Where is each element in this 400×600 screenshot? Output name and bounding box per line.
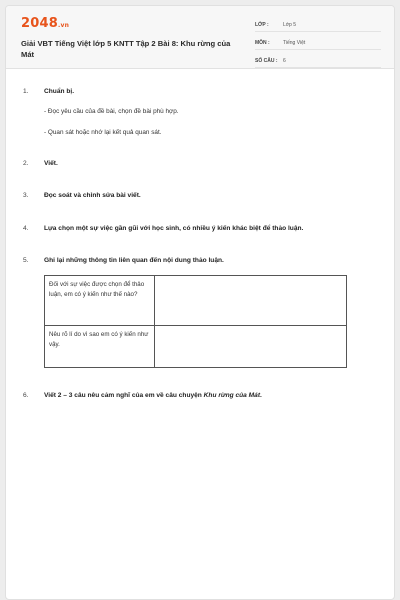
document-title: Giải VBT Tiếng Việt lớp 5 KNTT Tập 2 Bài 8: Khu rừng của Mát (21, 39, 231, 59)
question-text: Chuẩn bị. (44, 88, 75, 95)
meta-label: SỐ CÂU : (255, 57, 278, 64)
table-answer-cell[interactable] (155, 276, 347, 326)
table-answer-cell[interactable] (155, 326, 347, 368)
meta-panel (255, 18, 381, 72)
question-number: 6. (23, 392, 29, 399)
question-text: Viết. (44, 160, 58, 167)
site-logo[interactable] (21, 16, 69, 31)
question-number: 4. (23, 225, 29, 232)
prep-item: - Đọc yêu cầu của đề bài, chọn đề bài phù hợp. (44, 108, 179, 115)
prep-item: - Quan sát hoặc nhớ lại kết quả quan sát. (44, 129, 162, 136)
question-text: Lựa chọn một sự việc gần gũi với học sinh, có nhiều ý kiến khác biệt để thảo luận. (44, 225, 304, 232)
document-page (5, 5, 395, 600)
discussion-table (44, 275, 347, 368)
meta-row-subject (255, 36, 381, 50)
logo-tld: .vn (57, 22, 70, 29)
meta-label: MÔN : (255, 39, 270, 46)
table-prompt-cell: Đối với sự việc được chọn để thảo luận, em có ý kiến như thế nào? (45, 276, 155, 326)
question-text-end: . (260, 392, 262, 399)
meta-value: Tiếng Việt (283, 39, 306, 46)
table-row (45, 326, 347, 368)
question-text-part: Viết 2 – 3 câu nêu cảm nghĩ của em về câu chuyện (44, 392, 204, 399)
meta-value: Lớp 5 (283, 21, 297, 28)
question-number: 5. (23, 257, 29, 264)
question-number: 3. (23, 192, 29, 199)
question-text: Ghi lại những thông tin liên quan đến nội dung thảo luận. (44, 257, 224, 264)
question-text (44, 391, 374, 400)
story-title: Khu rừng của Mát (203, 392, 261, 399)
logo-text: 2048 (21, 16, 58, 31)
meta-row-question-count (255, 54, 381, 68)
question-number: 2. (23, 160, 29, 167)
question-number: 1. (23, 88, 29, 95)
meta-label: LỚP : (255, 21, 269, 28)
meta-value: 6 (283, 57, 286, 64)
table-prompt-cell: Nêu rõ lí do vì sao em có ý kiến như vậy. (45, 326, 155, 368)
document-header (6, 6, 394, 69)
meta-row-class (255, 18, 381, 32)
table-row (45, 276, 347, 326)
question-text: Đọc soát và chỉnh sửa bài viết. (44, 192, 141, 199)
